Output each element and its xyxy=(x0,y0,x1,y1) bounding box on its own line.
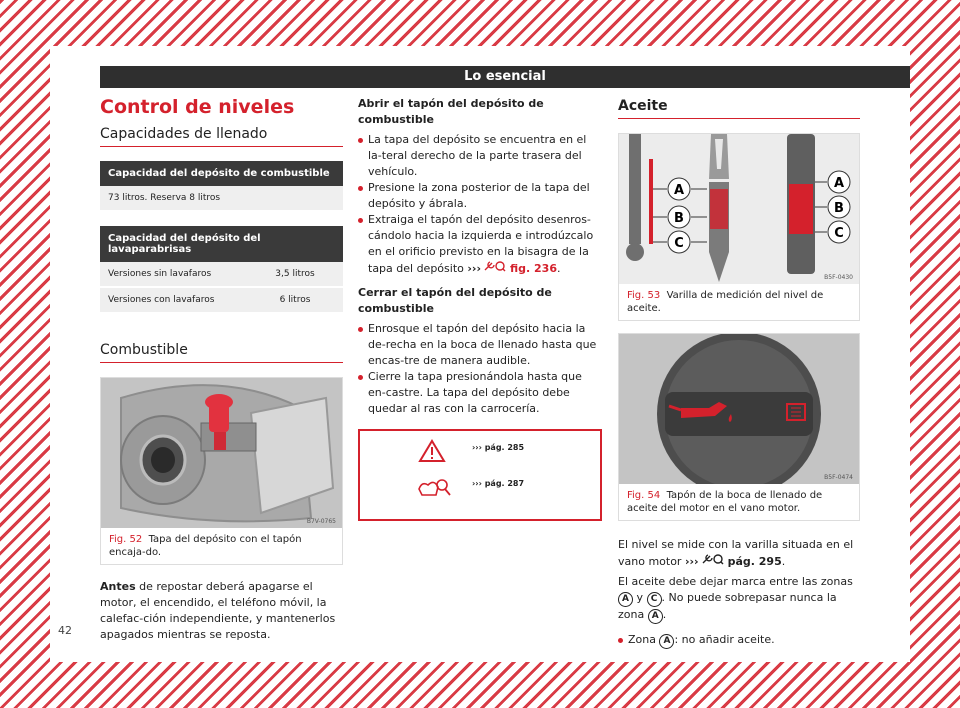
list-item-text: Extraiga el tapón del depósito desenros-cándolo hacia la izquierda e introdúzcalo en el orificio previsto en la bisagra de la tapa del depósito xyxy=(368,213,594,275)
caption-text: Tapa del depósito con el tapón encaja-do. xyxy=(109,534,302,558)
aceite-heading: Aceite xyxy=(618,98,860,119)
figure-caption xyxy=(619,484,859,520)
arrow-glyph: ››› xyxy=(684,555,699,568)
list-item-text: Zona xyxy=(628,633,656,646)
caption-text: Varilla de medición del nivel de aceite. xyxy=(627,290,824,314)
zone-c-mark: C xyxy=(647,592,662,607)
dipstick-illustration xyxy=(619,134,859,284)
dipstick-label-c-right: C xyxy=(834,226,844,241)
warning-box xyxy=(358,429,602,521)
list-item: Cierre la tapa presionándola hasta que en-castre. La tapa del depósito debe quedar al ras con la carrocería. xyxy=(358,369,602,417)
dipstick-label-c: C xyxy=(674,236,684,251)
arrow-glyph: ››› xyxy=(472,443,482,452)
warning-triangle-icon xyxy=(418,439,446,463)
page-number: 42 xyxy=(58,624,72,637)
fuel-cap-illustration xyxy=(101,378,342,528)
arrow-glyph: ››› xyxy=(467,262,481,275)
arrow-glyph: ››› xyxy=(472,479,482,488)
table-cell: 3,5 litros xyxy=(275,269,315,279)
zone-a-mark: A xyxy=(659,634,674,649)
fuel-capacity-table xyxy=(100,161,343,212)
table-cell: 6 litros xyxy=(279,295,311,305)
wrench-book-icon xyxy=(702,553,724,565)
table-heading: Capacidad del depósito del lavaparabrisas xyxy=(100,226,343,262)
caption-text: Tapón de la boca de llenado de aceite del motor en el vano motor. xyxy=(627,490,823,514)
paragraph-text: y xyxy=(636,591,644,604)
column-middle xyxy=(358,96,602,521)
list-item xyxy=(358,212,602,277)
paragraph-nivel xyxy=(618,537,860,570)
figure-code: B7V-0765 xyxy=(306,518,336,525)
dipstick-label-b: B xyxy=(674,211,684,226)
zone-a-mark: A xyxy=(618,592,633,607)
figure-number: Fig. 54 xyxy=(627,490,661,501)
column-right xyxy=(618,96,860,649)
washer-capacity-table xyxy=(100,226,343,314)
fuel-cap-photo xyxy=(101,378,342,528)
table-heading: Capacidad del depósito de combustible xyxy=(100,161,343,186)
table-row xyxy=(100,262,343,288)
ref-text: pág. 285 xyxy=(484,443,525,452)
cerrar-heading: Cerrar el tapón del depósito de combustible xyxy=(358,286,552,315)
environment-note-icon xyxy=(416,477,452,499)
header-bar: Lo esencial xyxy=(100,66,910,88)
wrench-book-icon xyxy=(484,260,506,272)
list-item-text: : no añadir aceite. xyxy=(674,633,775,646)
section-subtitle: Capacidades de llenado xyxy=(100,126,343,147)
warning-ref-1[interactable] xyxy=(472,443,524,452)
paragraph-text: El aceite debe dejar marca entre las zonas xyxy=(618,575,853,588)
zone-a-mark: A xyxy=(648,609,663,624)
punctuation: . xyxy=(781,555,786,568)
bold-word: Antes xyxy=(100,580,136,593)
figure-54 xyxy=(618,333,860,521)
oil-cap-photo xyxy=(619,334,859,484)
combustible-heading: Combustible xyxy=(100,342,343,363)
fig-236-link[interactable]: fig. 236 xyxy=(509,262,557,275)
figure-number: Fig. 53 xyxy=(627,290,661,301)
punctuation: . xyxy=(556,262,561,275)
figure-52 xyxy=(100,377,343,565)
punctuation: . xyxy=(662,608,667,621)
list-item: Presione la zona posterior de la tapa del depósito y ábrala. xyxy=(358,180,602,212)
page xyxy=(50,46,910,662)
table-cell: Versiones con lavafaros xyxy=(108,295,215,305)
figure-code: B5F-0474 xyxy=(824,474,853,481)
dipstick-label-a: A xyxy=(673,183,685,198)
warning-ref-2[interactable] xyxy=(472,479,524,488)
abrir-heading: Abrir el tapón del depósito de combustible xyxy=(358,97,544,126)
paragraph-text: de repostar deberá apagarse el motor, el encendido, el teléfono móvil, la calefac-ción independiente, y mantenerlos apagados mientras se reposta. xyxy=(100,580,336,641)
figure-53 xyxy=(618,133,860,321)
paragraph-antes xyxy=(100,579,343,643)
paragraph-marca xyxy=(618,574,860,624)
ref-text: pág. 287 xyxy=(484,479,525,488)
paragraph-text: . No puede sobrepasar nunca la zona xyxy=(618,591,837,621)
figure-caption xyxy=(101,528,342,564)
figure-code: B5F-0430 xyxy=(824,274,853,281)
column-left xyxy=(100,96,343,643)
dipstick-label-b-right: B xyxy=(834,201,844,216)
figure-number: Fig. 52 xyxy=(109,534,143,545)
dipstick-drawing xyxy=(619,134,859,284)
table-cell: Versiones sin lavafaros xyxy=(108,269,212,279)
oil-cap-drawing xyxy=(619,334,859,484)
pag-295-link[interactable]: pág. 295 xyxy=(727,555,782,568)
list-item: La tapa del depósito se encuentra en el la-teral derecho de la parte trasera del vehículo. xyxy=(358,132,602,180)
dipstick-label-a-right: A xyxy=(833,176,845,191)
list-item: Enrosque el tapón del depósito hacia la de-recha en la boca de llenado hasta que encas-tre de manera audible. xyxy=(358,321,602,369)
list-item xyxy=(618,632,860,649)
table-cell: 73 litros. Reserva 8 litros xyxy=(108,193,221,203)
figure-caption xyxy=(619,284,859,320)
table-row xyxy=(100,186,343,212)
table-row xyxy=(100,288,343,314)
paragraph-text: El nivel se mide con la varilla situada en el vano motor xyxy=(618,538,854,568)
section-title: Control de niveles xyxy=(100,96,295,118)
